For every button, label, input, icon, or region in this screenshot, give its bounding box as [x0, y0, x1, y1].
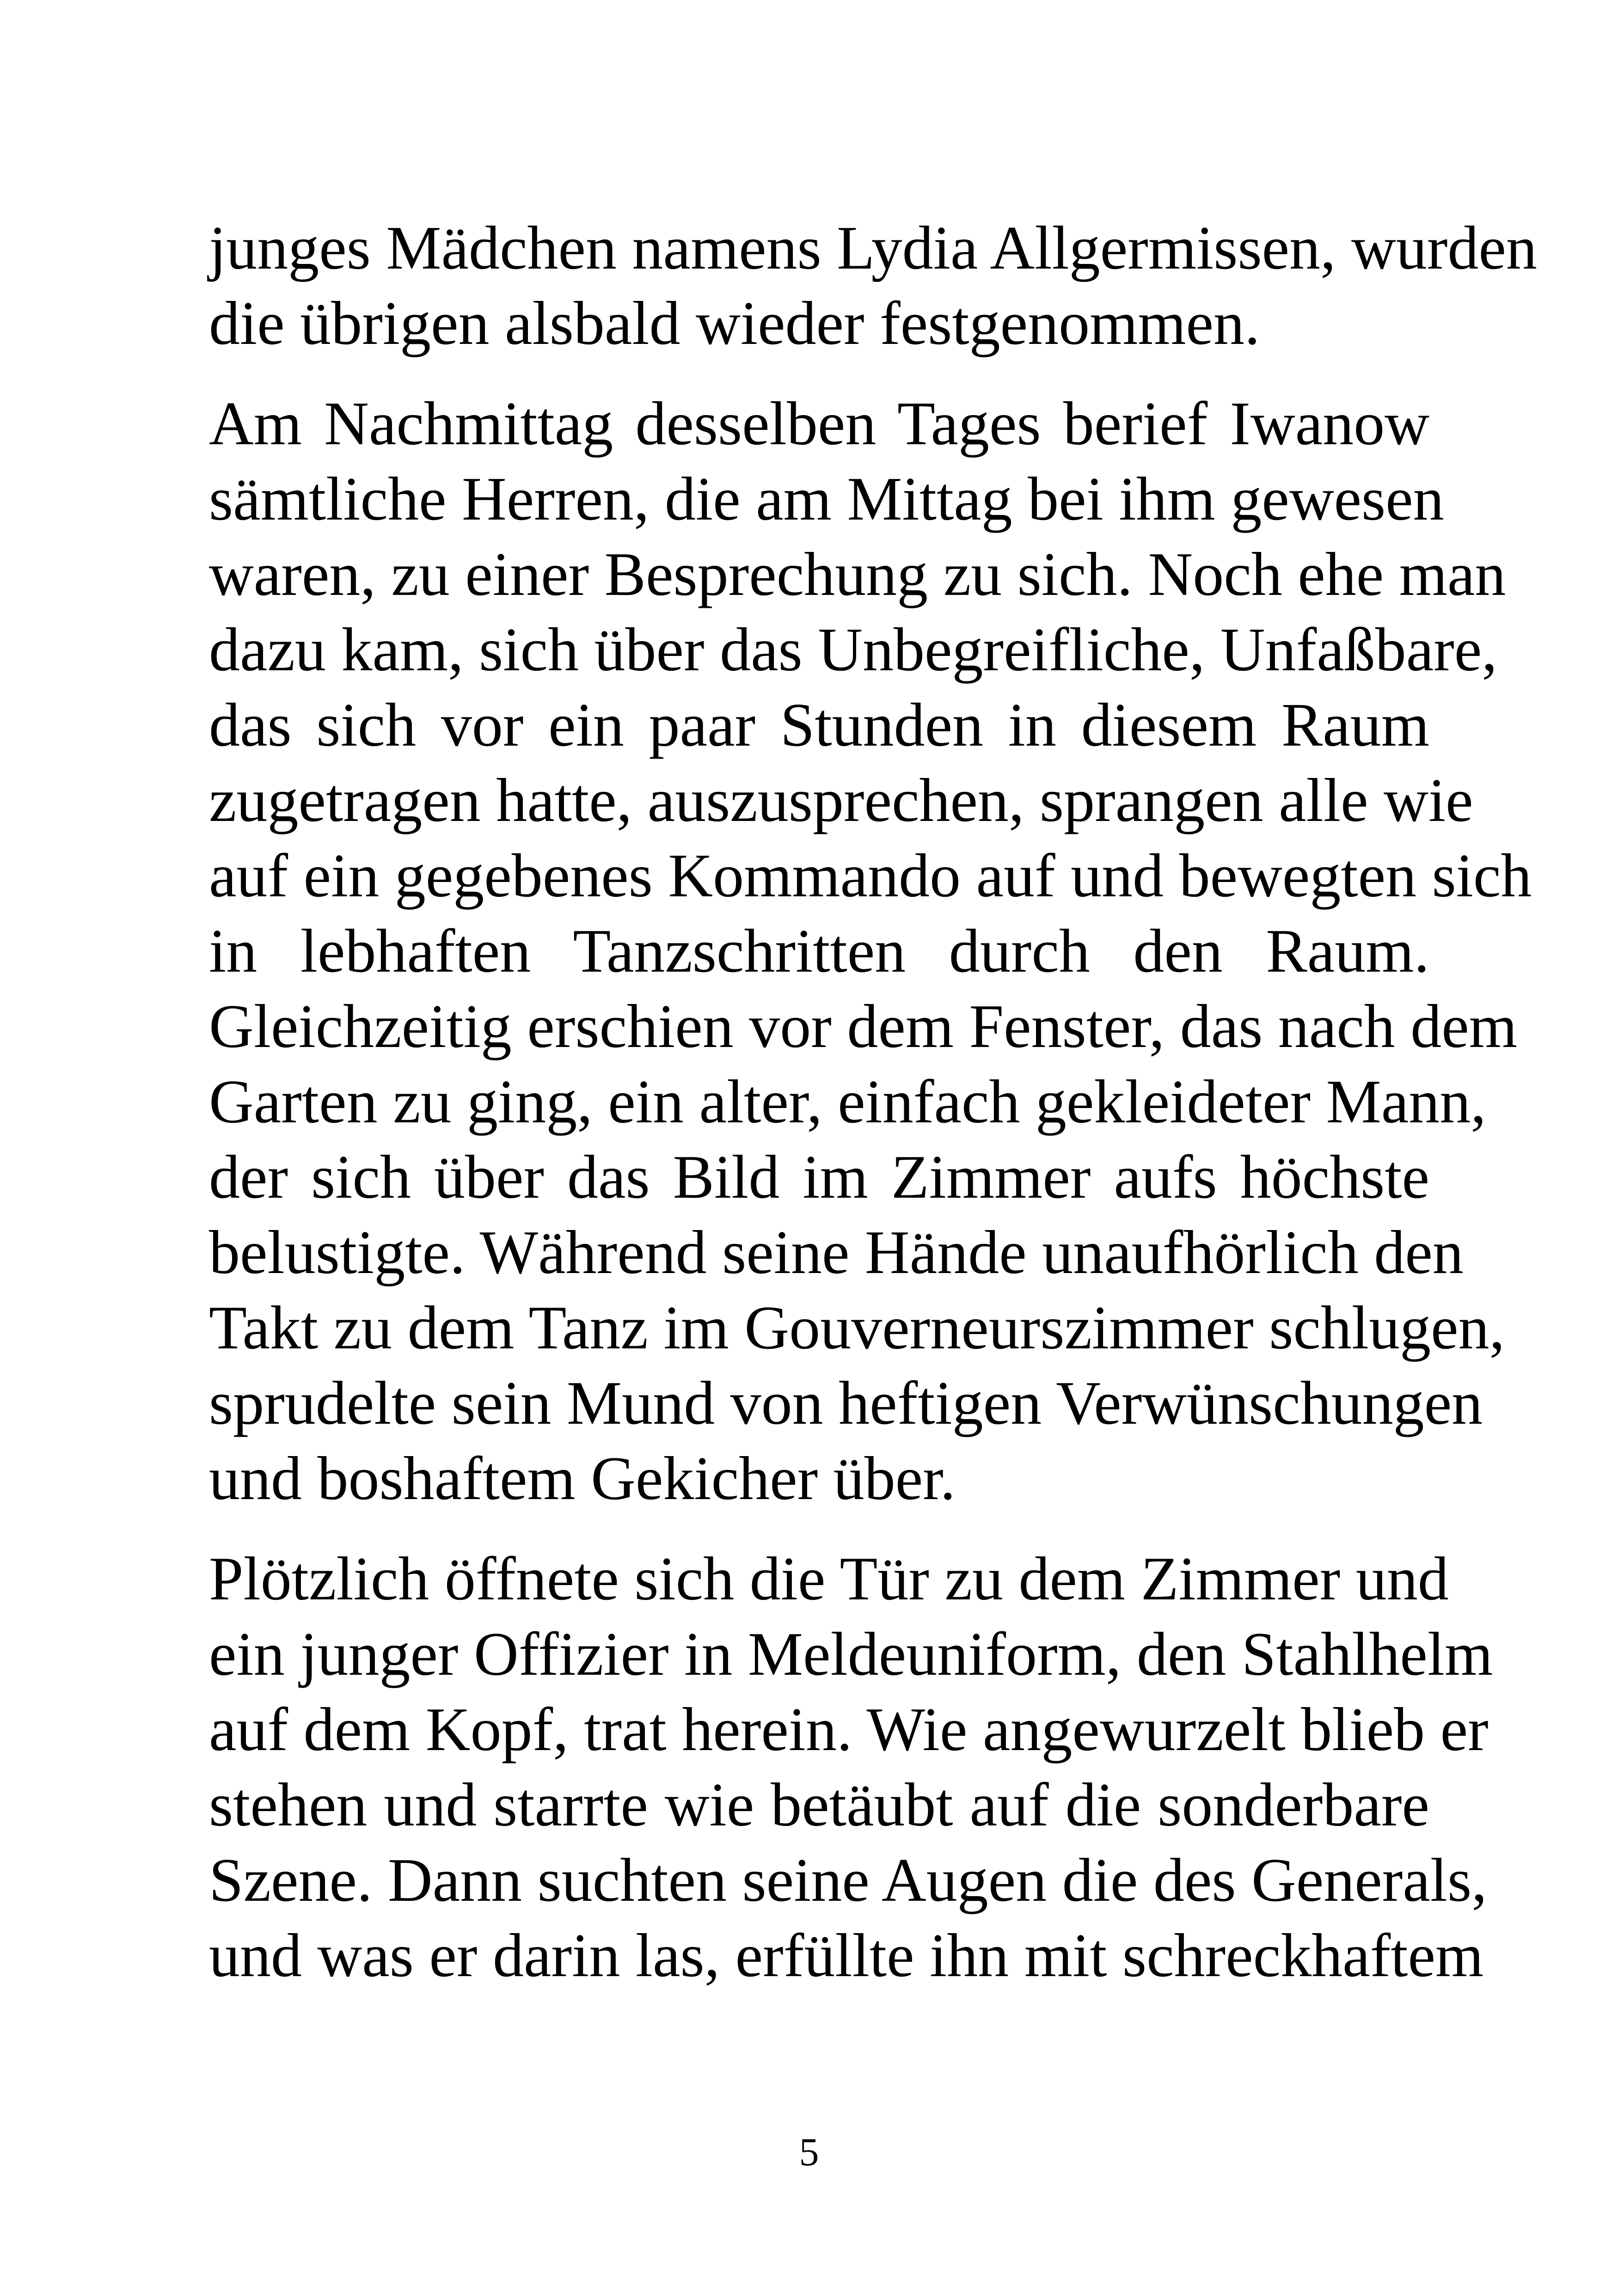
text-line: sämtliche Herren, die am Mittag bei ihm gewesen — [209, 465, 1444, 533]
paragraph-spacing — [209, 1516, 1429, 1541]
text-line: dazu kam, sich über das Unbegreifliche, Unfaßbare, — [209, 615, 1497, 684]
paragraph-3 — [209, 1541, 1493, 1993]
text-line: stehen und starrte wie betäubt auf die sonderbare — [209, 1770, 1429, 1839]
text-line: der sich über das Bild im Zimmer aufs höchste — [209, 1143, 1429, 1211]
page-number: 5 — [799, 2130, 819, 2174]
text-line: Garten zu ging, ein alter, einfach gekleideter Mann, — [209, 1067, 1486, 1136]
text-line: waren, zu einer Besprechung zu sich. Noch ehe man — [209, 540, 1506, 608]
text-line: Szene. Dann suchten seine Augen die des Generals, — [209, 1846, 1487, 1914]
text-line: Takt zu dem Tanz im Gouverneurszimmer schlugen, — [209, 1293, 1505, 1362]
paragraph-spacing — [209, 361, 1429, 386]
text-line: zugetragen hatte, auszusprechen, sprangen alle wie — [209, 766, 1473, 834]
text-line: auf dem Kopf, trat herein. Wie angewurzelt blieb er — [209, 1695, 1489, 1763]
text-line: und was er darin las, erfüllte ihn mit schreckhaftem — [209, 1921, 1484, 1990]
text-line: belustigte. Während seine Hände unaufhörlich den — [209, 1218, 1464, 1286]
text-line: Am Nachmittag desselben Tages berief Iwanow — [209, 389, 1429, 458]
text-line: sprudelte sein Mund von heftigen Verwünschungen — [209, 1369, 1483, 1437]
body-text — [209, 210, 1537, 1993]
text-line: junges Mädchen namens Lydia Allgermissen, wurden — [209, 214, 1537, 282]
text-line: ein junger Offizier in Meldeuniform, den Stahlhelm — [209, 1620, 1493, 1688]
text-line: und boshaftem Gekicher über. — [209, 1444, 956, 1512]
text-line: die übrigen alsbald wieder festgenommen. — [209, 289, 1260, 357]
text-line: das sich vor ein paar Stunden in diesem Raum — [209, 691, 1429, 759]
paragraph-1 — [209, 210, 1537, 361]
text-line: Gleichzeitig erschien vor dem Fenster, das nach dem — [209, 992, 1517, 1060]
text-line: auf ein gegebenes Kommando auf und bewegten sich — [209, 841, 1532, 910]
text-line: Plötzlich öffnete sich die Tür zu dem Zimmer und — [209, 1544, 1449, 1613]
paragraph-2 — [209, 386, 1532, 1516]
text-line: in lebhaften Tanzschritten durch den Raum. — [209, 917, 1429, 985]
